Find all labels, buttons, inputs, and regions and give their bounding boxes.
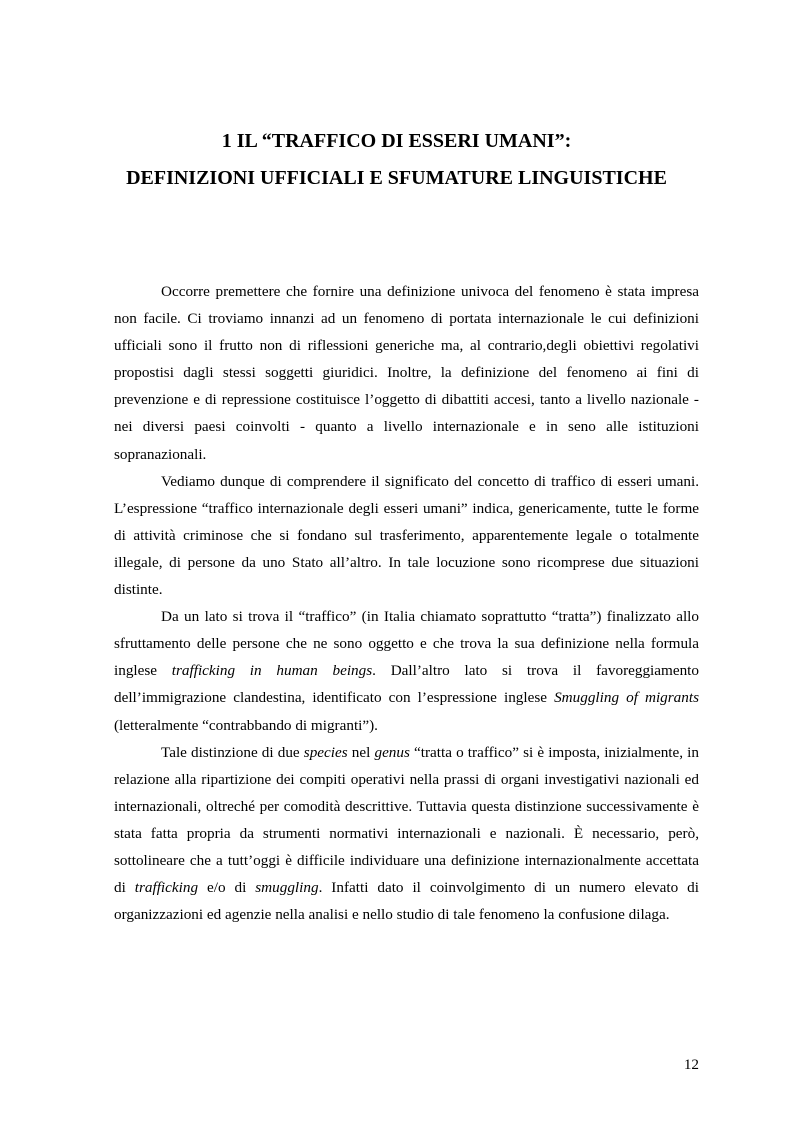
chapter-title xyxy=(60,123,733,197)
text-segment: “tratta o traffico” si è imposta, inizialmente, in relazione alla ripartizione dei compiti operativi nella prassi di organi investigativi nazionali ed internazionali, oltreché per comodità descrittive. Tuttavia questa distinzione successivamente è stata fatta propria da strumenti normativi internazionali e nazionali. È necessario, però, sottolineare che a tutt’oggi è difficile individuare una definizione internazionalmente accettata di xyxy=(114,743,699,897)
text-segment: . Infatti dato il coinvolgimento di un numero elevato di organizzazioni ed agenzie nella analisi e nello studio di tale fenomeno la confusione dilaga. xyxy=(114,879,699,924)
text-segment: (letteralmente “contrabbando di migranti”). xyxy=(114,716,378,734)
paragraph-2 xyxy=(114,468,699,603)
text-segment: . Dall’altro lato si trova il favoreggiamento dell’immigrazione clandestina, identificato con l’espressione inglese xyxy=(114,662,699,707)
text-segment: e/o di xyxy=(198,879,256,897)
text-segment: Vediamo dunque di comprendere il significato del concetto di traffico di esseri umani. L’espressione “traffico internazionale degli esseri umani” indica, genericamente, tutte le forme di attività criminose che si fondano sul trasferimento, apparentemente legale o totalmente illegale, di persone da uno Stato all’altro. In tale locuzione sono ricomprese due situazioni distinte. xyxy=(114,472,699,599)
text-segment: Da un lato si trova il “traffico” (in Italia chiamato soprattutto “tratta”) finalizzato allo sfruttamento delle persone che ne sono oggetto e che trova la sua definizione nella formula inglese xyxy=(114,608,699,680)
body-text xyxy=(114,278,699,928)
text-segment: Occorre premettere che fornire una definizione univoca del fenomeno è stata impresa non facile. Ci troviamo innanzi ad un fenomeno di portata internazionale le cui definizioni ufficiali sono il frutto non di riflessioni generiche ma, al contrario,degli obiettivi regolativi propostisi dagli stessi soggetti giuridici. Inoltre, la definizione del fenomeno ai fini di prevenzione e di repressione costituisce l’oggetto di dibattiti accesi, tanto a livello nazionale - nei diversi paesi coinvolti - quanto a livello internazionale e in seno alle istituzioni sopranazionali. xyxy=(114,283,699,463)
paragraph-4 xyxy=(114,739,699,929)
italic-term: Smuggling of migrants xyxy=(554,689,699,707)
paragraph-1 xyxy=(114,278,699,468)
italic-term: genus xyxy=(374,743,410,761)
text-segment: nel xyxy=(347,743,375,761)
chapter-title-line-1: 1 IL “TRAFFICO DI ESSERI UMANI”: xyxy=(221,130,572,152)
paragraph-3 xyxy=(114,603,699,738)
page-number: 12 xyxy=(683,1056,699,1073)
italic-term: trafficking xyxy=(134,879,199,897)
text-segment: Tale distinzione di due xyxy=(161,743,304,761)
italic-term: trafficking in human beings xyxy=(171,662,373,680)
italic-term: smuggling xyxy=(255,879,319,897)
chapter-title-line-2: DEFINIZIONI UFFICIALI E SFUMATURE LINGUISTICHE xyxy=(126,167,667,189)
italic-term: species xyxy=(303,743,348,761)
